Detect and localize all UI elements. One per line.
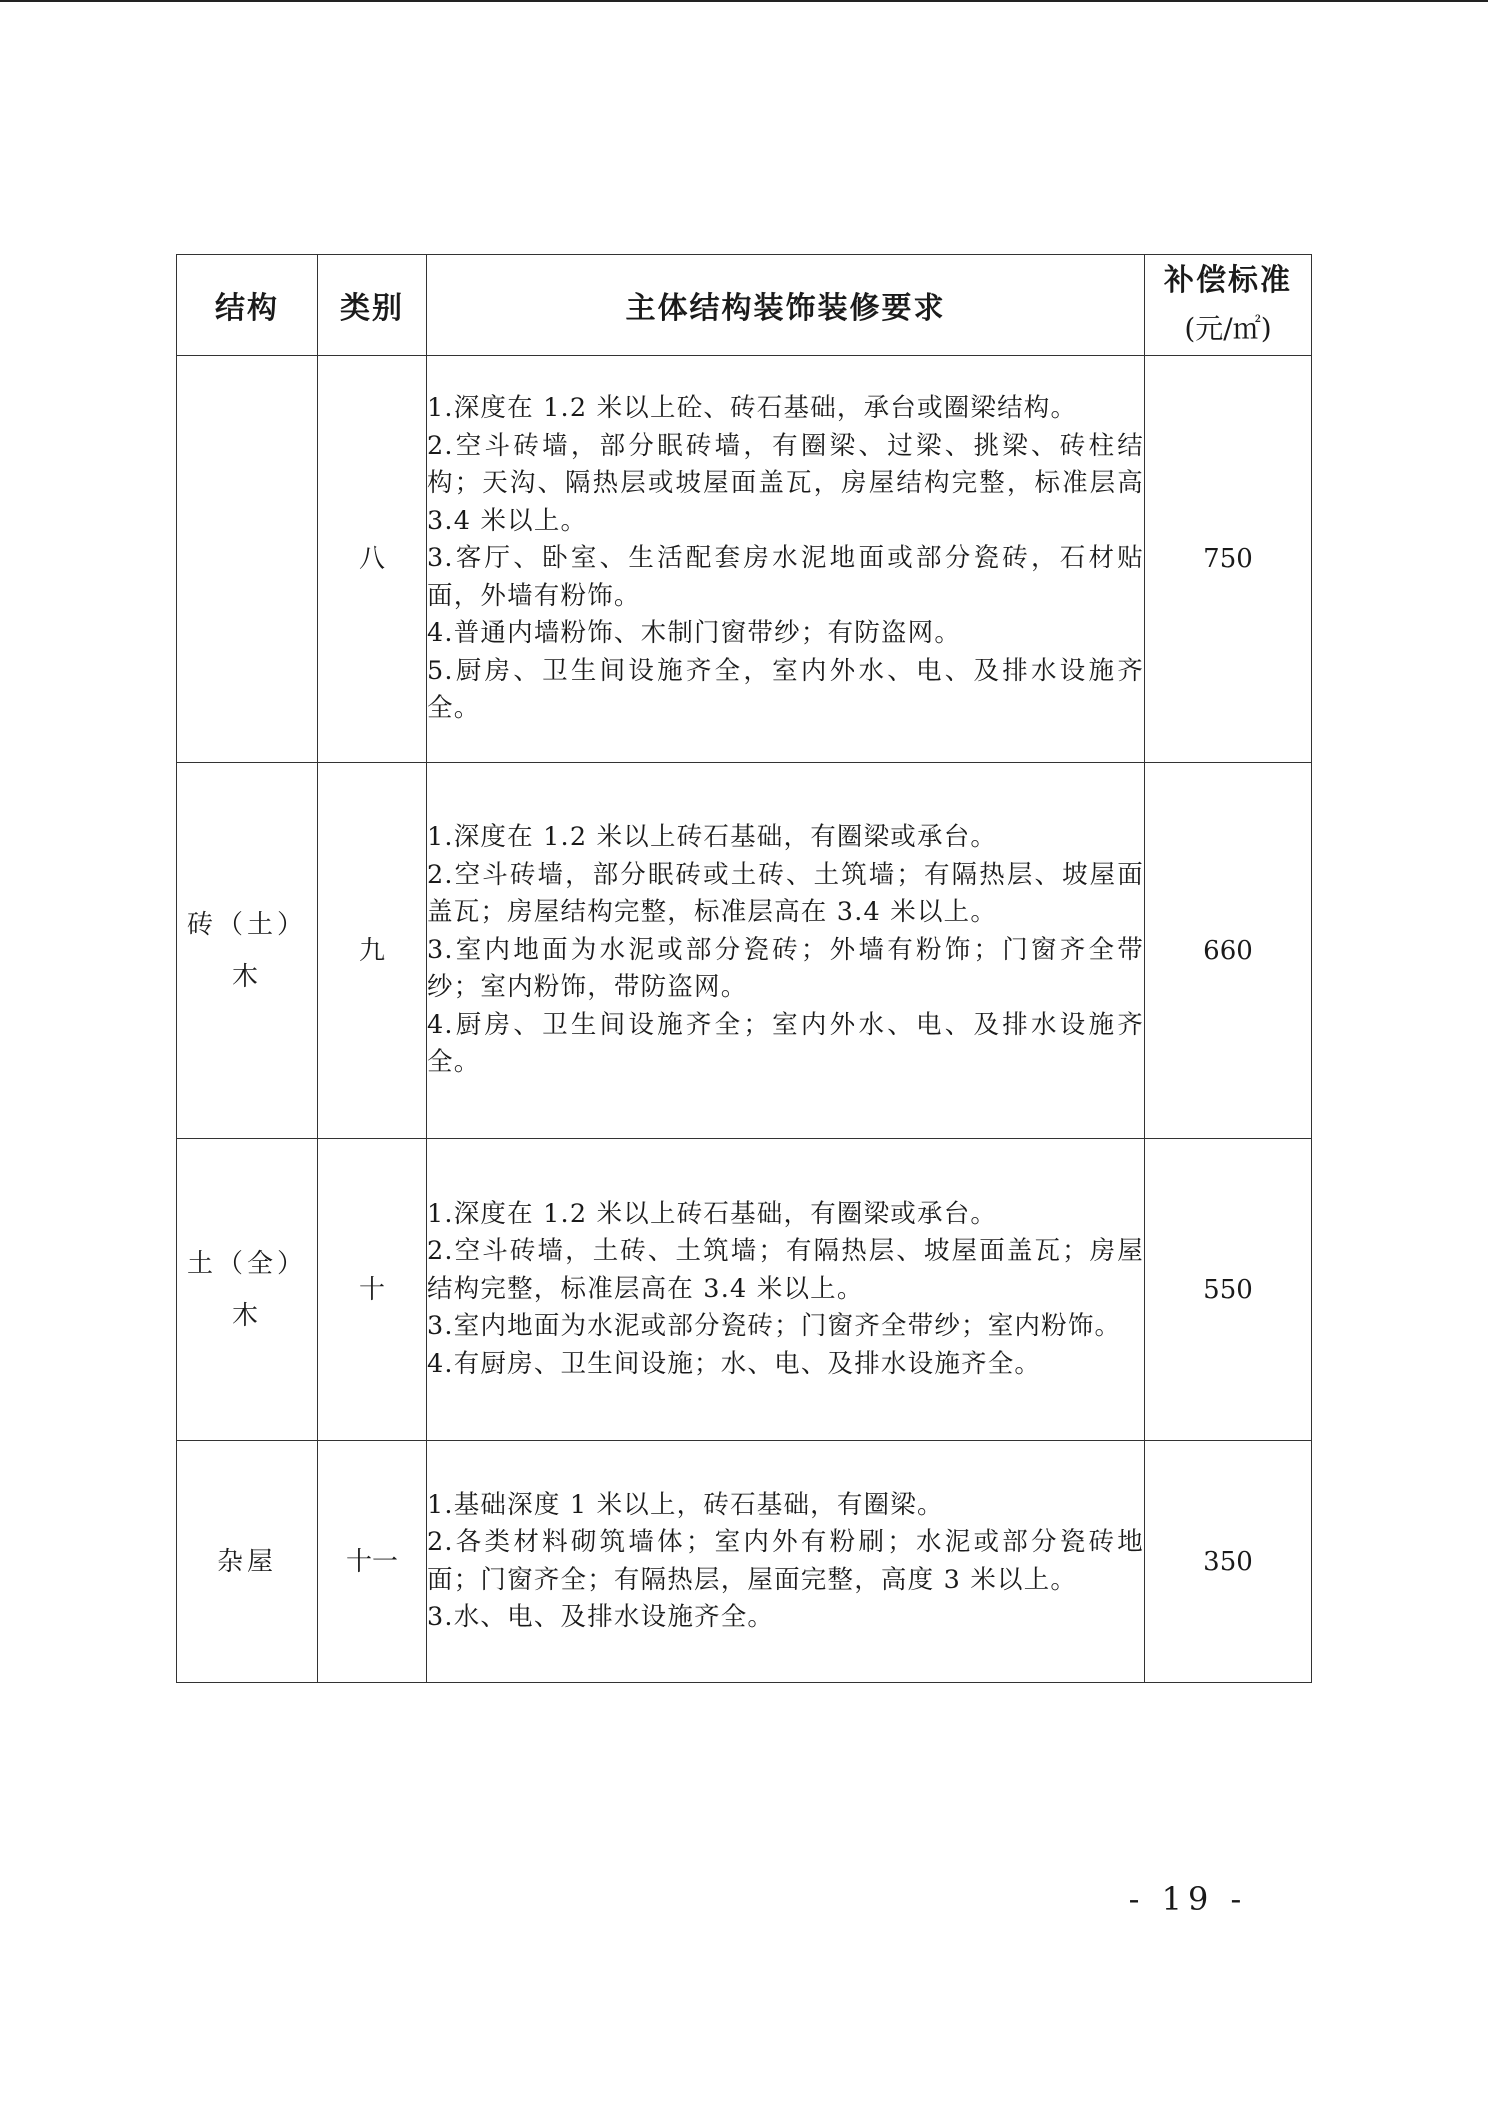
requirement-line: 2.各类材料砌筑墙体；室内外有粉刷；水泥或部分瓷砖地面；门窗齐全；有隔热层，屋面完整，高度 3 米以上。: [427, 1527, 1144, 1595]
requirement-line: 1.深度在 1.2 米以上砖石基础，有圈梁或承台。: [427, 1198, 998, 1229]
cell-requirements: [427, 356, 1145, 763]
requirement-line: 3.室内地面为水泥或部分瓷砖；外墙有粉饰；门窗齐全带纱；室内粉饰，带防盗网。: [427, 934, 1144, 1003]
requirement-line: 2.空斗砖墙，土砖、土筑墙；有隔热层、坡屋面盖瓦；房屋结构完整，标准层高在 3.4 米以上。: [427, 1236, 1144, 1304]
cell-category: 十一: [318, 1441, 427, 1683]
requirement-line: 1.基础深度 1 米以上，砖石基础，有圈梁。: [427, 1489, 944, 1520]
header-requirements: 主体结构装饰装修要求: [427, 255, 1145, 356]
cell-category: 九: [318, 763, 427, 1139]
cell-requirements: [427, 1441, 1145, 1683]
cell-standard: 550: [1145, 1139, 1312, 1441]
table-row: [177, 1441, 1312, 1683]
requirement-line: 4.厨房、卫生间设施齐全；室内外水、电、及排水设施齐全。: [427, 1009, 1144, 1078]
requirement-line: 3.客厅、卧室、生活配套房水泥地面或部分瓷砖，石材贴面，外墙有粉饰。: [427, 543, 1144, 611]
header-standard-label: 补偿标准: [1164, 263, 1292, 298]
cell-requirements: [427, 1139, 1145, 1441]
cell-category: 十: [318, 1139, 427, 1441]
requirement-line: 2.空斗砖墙，部分眠砖墙，有圈梁、过梁、挑梁、砖柱结构；天沟、隔热层或坡屋面盖瓦，房屋结构完整，标准层高 3.4 米以上。: [427, 430, 1144, 536]
header-structure: 结构: [177, 255, 318, 356]
requirement-line: 3.室内地面为水泥或部分瓷砖；门窗齐全带纱；室内粉饰。: [427, 1311, 1122, 1342]
requirement-line: 4.有厨房、卫生间设施；水、电、及排水设施齐全。: [427, 1348, 1042, 1379]
cell-requirements: [427, 763, 1145, 1139]
requirement-line: 2.空斗砖墙，部分眠砖或土砖、土筑墙；有隔热层、坡屋面盖瓦；房屋结构完整，标准层高在 3.4 米以上。: [427, 859, 1144, 928]
requirement-line: 4.普通内墙粉饰、木制门窗带纱；有防盗网。: [427, 618, 962, 649]
requirement-line: 1.深度在 1.2 米以上砼、砖石基础，承台或圈梁结构。: [427, 393, 1078, 424]
table-row: [177, 763, 1312, 1139]
page-number: - 19 -: [1128, 1880, 1248, 1918]
top-border-rule: [0, 0, 1488, 2]
cell-standard: 660: [1145, 763, 1312, 1139]
table-header-row: [177, 255, 1312, 356]
compensation-standard-table: [176, 254, 1312, 1683]
cell-structure: 土（全）木: [177, 1139, 318, 1441]
cell-structure: 杂屋: [177, 1441, 318, 1683]
table-row: [177, 1139, 1312, 1441]
requirement-line: 3.水、电、及排水设施齐全。: [427, 1602, 775, 1632]
cell-standard: 750: [1145, 356, 1312, 763]
table-row: [177, 356, 1312, 763]
cell-structure: 砖（土）木: [177, 763, 318, 1139]
header-standard-unit: (元/㎡): [1184, 312, 1272, 345]
cell-structure: [177, 356, 318, 763]
cell-category: 八: [318, 356, 427, 763]
requirement-line: 5.厨房、卫生间设施齐全，室内外水、电、及排水设施齐全。: [427, 655, 1144, 724]
cell-standard: 350: [1145, 1441, 1312, 1683]
header-standard: [1145, 255, 1312, 356]
requirement-line: 1.深度在 1.2 米以上砖石基础，有圈梁或承台。: [427, 822, 998, 853]
header-category: 类别: [318, 255, 427, 356]
